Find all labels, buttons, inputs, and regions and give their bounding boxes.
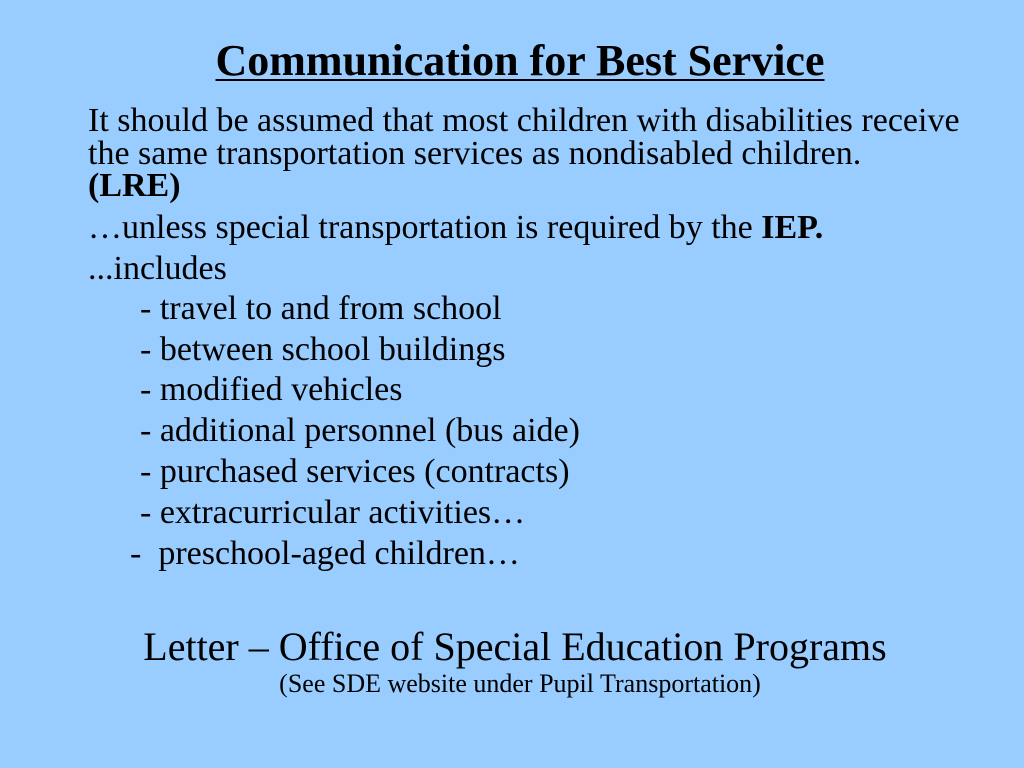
footer-note: (See SDE website under Pupil Transportation) [279,669,761,698]
lre-label: (LRE) [88,167,181,204]
list-item-preschool: - preschool-aged children… [130,535,520,572]
list-item-travel: - travel to and from school [140,290,502,327]
list-item-extracurricular: - extracurricular activities… [140,494,526,531]
intro-line-1: It should be assumed that most children with disabilities receive [88,102,960,139]
list-item-modified-vehicles: - modified vehicles [140,371,403,408]
unless-text: …unless special transportation is required by the [88,209,762,246]
list-item-additional-personnel: - additional personnel (bus aide) [140,412,580,449]
list-item-purchased-services: - purchased services (contracts) [140,453,570,490]
unless-line [88,211,823,245]
iep-emphasis: IEP. [761,209,824,246]
footer-letter: Letter – Office of Special Education Programs [143,624,887,669]
intro-line-2: the same transportation services as nondisabled children. [88,135,862,172]
list-item-between-buildings: - between school buildings [140,331,506,368]
includes-label: ...includes [88,250,227,287]
slide-title: Communication for Best Service [215,36,825,85]
